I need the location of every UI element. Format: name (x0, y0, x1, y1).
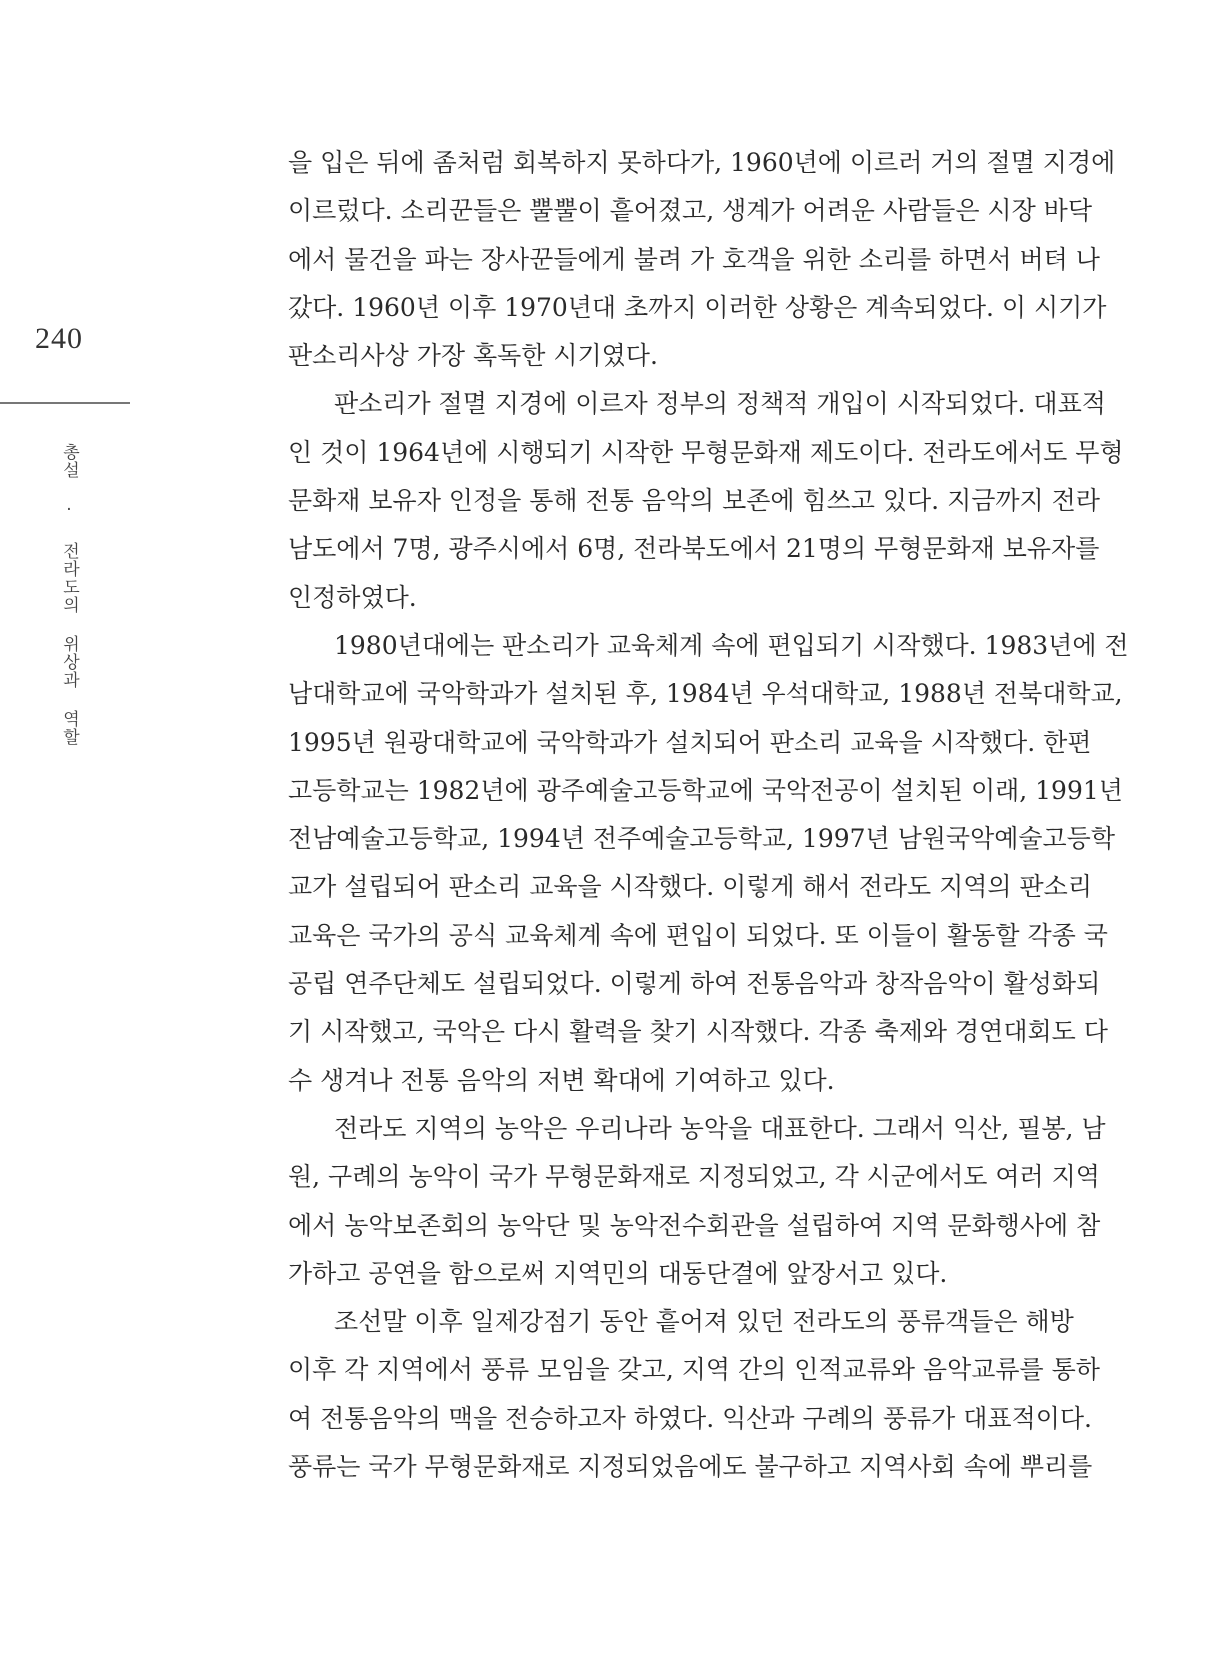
text-line: 남도에서 7명, 광주시에서 6명, 전라북도에서 21명의 무형문화재 보유자를 (288, 534, 1100, 564)
margin-rule (0, 402, 130, 404)
text-line: 전라도 지역의 농악은 우리나라 농악을 대표한다. 그래서 익산, 필봉, 남 (334, 1113, 1106, 1143)
text-line: 을 입은 뒤에 좀처럼 회복하지 못하다가, 1960년에 이르러 거의 절멸 지경에 (288, 148, 1116, 177)
text-line: 기 시작했고, 국악은 다시 활력을 찾기 시작했다. 각종 축제와 경연대회도 다 (288, 1017, 1108, 1047)
text-line: 1980년대에는 판소리가 교육체계 속에 편입되기 시작했다. 1983년에 전 (334, 630, 1129, 660)
text-line: 남대학교에 국악학과가 설치된 후, 1984년 우석대학교, 1988년 전북대학교, (288, 679, 1123, 709)
text-line: 풍류는 국가 무형문화재로 지정되었음에도 불구하고 지역사회 속에 뿌리를 (288, 1452, 1093, 1482)
paragraph (288, 1105, 1106, 1298)
text-line: 이후 각 지역에서 풍류 모임을 갖고, 지역 간의 인적교류와 음악교류를 통하 (288, 1355, 1100, 1385)
text-line: 수 생겨나 전통 음악의 저변 확대에 기여하고 있다. (288, 1065, 835, 1095)
text-line: 공립 연주단체도 설립되었다. 이렇게 하여 전통음악과 창작음악이 활성화되 (288, 969, 1101, 999)
text-line: 인정하였다. (288, 582, 417, 612)
text-line: 가하고 공연을 함으로써 지역민의 대동단결에 앞장서고 있다. (288, 1258, 948, 1288)
text-line: 전남예술고등학교, 1994년 전주예술고등학교, 1997년 남원국악예술고등학 (288, 824, 1115, 854)
text-line: 인 것이 1964년에 시행되기 시작한 무형문화재 제도이다. 전라도에서도 무형 (288, 437, 1124, 467)
text-line: 조선말 이후 일제강점기 동안 흩어져 있던 전라도의 풍류객들은 해방 (334, 1307, 1074, 1337)
paragraph (288, 380, 1124, 621)
text-line: 이르렀다. 소리꾼들은 뿔뿔이 흩어졌고, 생계가 어려운 사람들은 시장 바닥 (288, 196, 1092, 226)
text-line: 문화재 보유자 인정을 통해 전통 음악의 보존에 힘쓰고 있다. 지금까지 전라 (288, 486, 1100, 516)
text-line: 여 전통음악의 맥을 전승하고자 하였다. 익산과 구례의 풍류가 대표적이다. (288, 1403, 1092, 1433)
text-line: 교가 설립되어 판소리 교육을 시작했다. 이렇게 해서 전라도 지역의 판소리 (288, 872, 1092, 902)
text-line: 갔다. 1960년 이후 1970년대 초까지 이러한 상황은 계속되었다. 이 시기가 (288, 292, 1107, 322)
body-text (288, 139, 1129, 1491)
text-line: 원, 구례의 농악이 국가 무형문화재로 지정되었고, 각 시군에서도 여러 지역 (288, 1162, 1100, 1192)
text-line: 에서 물건을 파는 장사꾼들에게 불려 가 호객을 위한 소리를 하면서 버텨 나 (288, 244, 1100, 274)
running-section-title: 총설 · 전라도의 위상과 역할 (59, 443, 79, 746)
text-line: 고등학교는 1982년에 광주예술고등학교에 국악전공이 설치된 이래, 1991년 (288, 775, 1123, 805)
text-line: 교육은 국가의 공식 교육체계 속에 편입이 되었다. 또 이들이 활동할 각종 국 (288, 920, 1108, 950)
paragraph (288, 139, 1116, 380)
text-line: 판소리가 절멸 지경에 이르자 정부의 정책적 개입이 시작되었다. 대표적 (334, 389, 1106, 419)
text-line: 에서 농악보존회의 농악단 및 농악전수회관을 설립하여 지역 문화행사에 참 (288, 1210, 1101, 1240)
paragraph (288, 1298, 1100, 1491)
text-line: 1995년 원광대학교에 국악학과가 설치되어 판소리 교육을 시작했다. 한편 (288, 727, 1092, 757)
text-line: 판소리사상 가장 혹독한 시기였다. (288, 341, 658, 371)
paragraph (288, 622, 1129, 1105)
page-number: 240 (35, 322, 83, 355)
